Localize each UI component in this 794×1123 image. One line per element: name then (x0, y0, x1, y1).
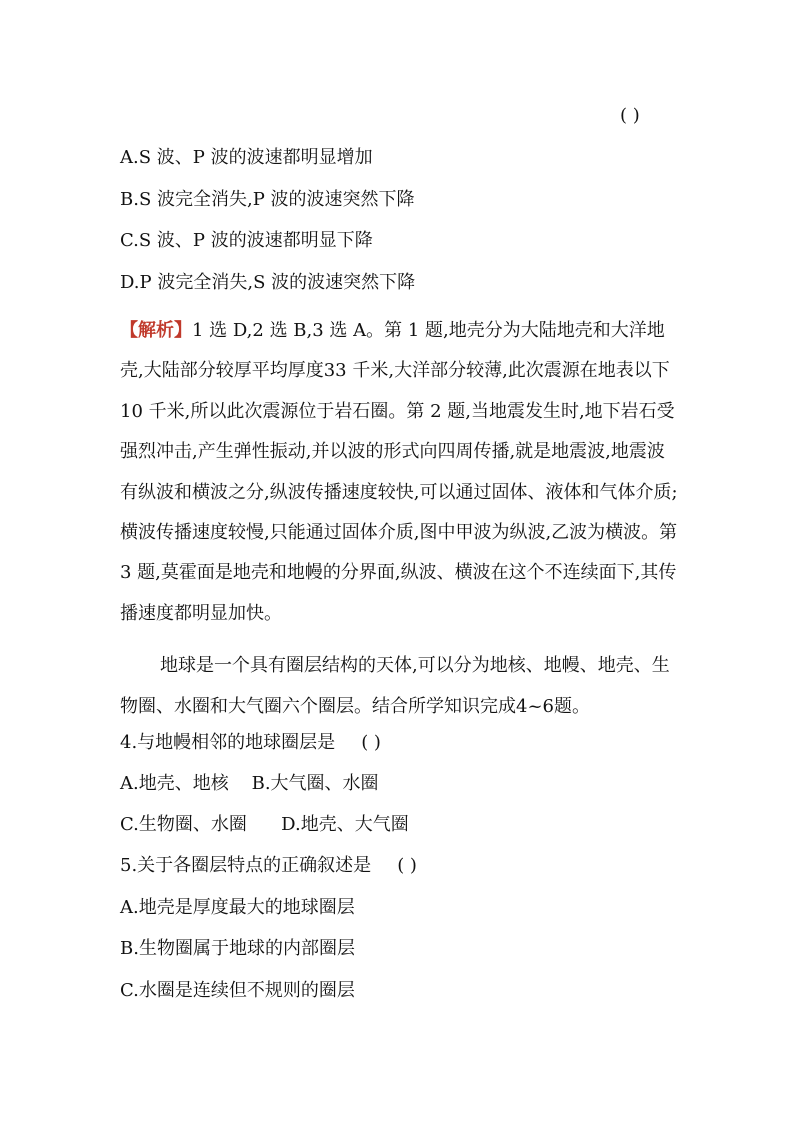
question-5 (120, 855, 680, 877)
q3-option-d: D.P 波完全消失,S 波的波速突然下降 (120, 272, 416, 293)
answer-bracket: ( ) (620, 105, 640, 126)
q3-option-a: A.S 波、P 波的波速都明显增加 (120, 147, 373, 168)
explanation-tag: 【解析】 (120, 320, 192, 341)
q5-option-a: A.地壳是厚度最大的地球圈层 (120, 897, 355, 918)
q5-bracket: ( ) (397, 855, 417, 876)
explanation-text: 1 选 D,2 选 B,3 选 A。第 1 题,地壳分为大陆地壳和大洋地壳,大陆部分较厚平均厚度33 千米,大洋部分较薄,此次震源在地表以下10 千米,所以此次震源位于岩石圈。第 2 题,当地震发生时,地下岩石受强烈冲击,产生弹性振动,并以波的形式向四周传播,就是地震波,地震波有纵波和横波之分,纵波传播速度较快,可以通过固体、液体和气体介质;横波传播速度较慢,只能通过固体介质,图中甲波为纵波,乙波为横波。第 3 题,莫霍面是地壳和地幔的分界面,纵波、横波在这个不连续面下,其传播速度都明显加快。 (120, 320, 678, 624)
explanation-block (120, 311, 680, 634)
q3-option-b: B.S 波完全消失,P 波的波速突然下降 (120, 189, 415, 210)
q5-option-b: B.生物圈属于地球的内部圈层 (120, 938, 355, 959)
intro-paragraph: 地球是一个具有圈层结构的天体,可以分为地核、地幔、地壳、生物圈、水圈和大气圈六个圈层。结合所学知识完成4~6题。 (120, 655, 670, 717)
q4-bracket: ( ) (361, 732, 381, 753)
q5-stem: 5.关于各圈层特点的正确叙述是 (120, 855, 372, 876)
q3-option-c: C.S 波、P 波的波速都明显下降 (120, 230, 373, 251)
q4-options-row-2: C.生物圈、水圈 D.地壳、大气圈 (120, 814, 409, 835)
q4-options-row-1: A.地壳、地核 B.大气圈、水圈 (120, 773, 379, 794)
q4-stem: 4.与地幔相邻的地球圈层是 (120, 732, 336, 753)
q5-option-c: C.水圈是连续但不规则的圈层 (120, 980, 355, 1001)
question-4 (120, 732, 680, 754)
